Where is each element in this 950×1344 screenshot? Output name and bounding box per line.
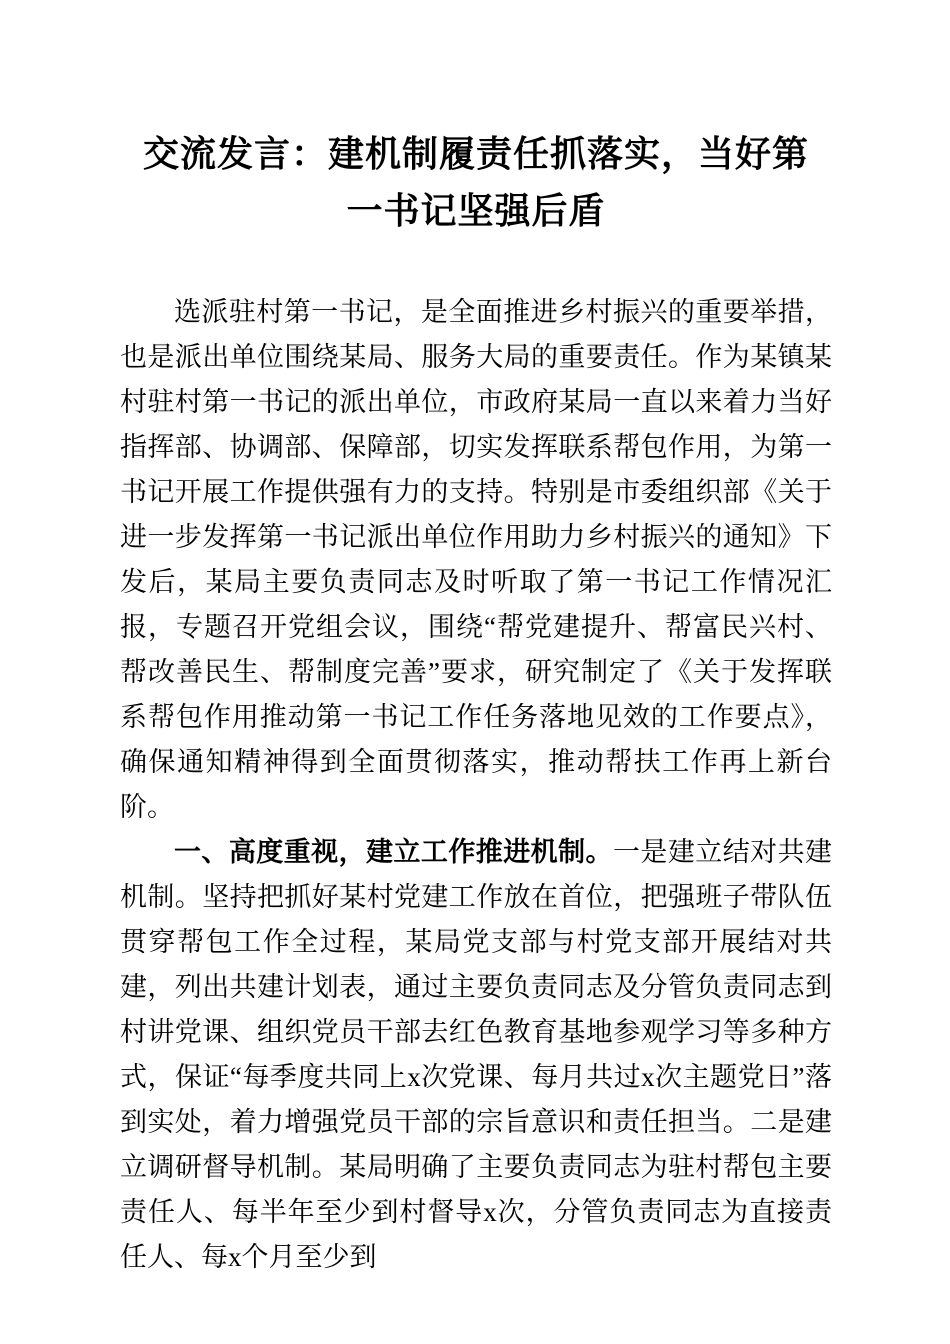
paragraph-heading-run: 一、高度重视，建立工作推进机制。 — [174, 837, 613, 867]
paragraph — [120, 830, 832, 1280]
document-title: 交流发言：建机制履责任抓落实，当好第一书记坚强后盾 — [142, 134, 809, 231]
paragraph-text-run: 选派驻村第一书记，是全面推进乡村振兴的重要举措，也是派出单位围绕某局、服务大局的重要责任。作为某镇某村驻村第一书记的派出单位，市政府某局一直以来着力当好指挥部、协调部、保障部，切实发挥联系帮包作用，为第一书记开展工作提供强有力的支持。特别是市委组织部《关于进一步发挥第一书记派出单位作用助力乡村振兴的通知》下发后，某局主要负责同志及时听取了第一书记工作情况汇报，专题召开党组会议，围绕“帮党建提升、帮富民兴村、帮改善民生、帮制度完善”要求，研究制定了《关于发挥联系帮包作用推动第一书记工作任务落地见效的工作要点》，确保通知精神得到全面贯彻落实，推动帮扶工作再上新台阶。 — [120, 297, 832, 822]
document-body — [120, 290, 832, 1280]
paragraph — [120, 290, 832, 830]
paragraph-text-run: 一是建立结对共建机制。坚持把抓好某村党建工作放在首位，把强班子带队伍贯穿帮包工作全过程，某局党支部与村党支部开展结对共建，列出共建计划表，通过主要负责同志及分管负责同志到村讲党课、组织党员干部去红色教育基地参观学习等多种方式，保证“每季度共同上x次党课、每月共过x次主题党日”落到实处，着力增强党员干部的宗旨意识和责任担当。二是建立调研督导机制。某局明确了主要负责同志为驻村帮包主要责任人、每半年至少到村督导x次，分管负责同志为直接责任人、每x个月至少到 — [120, 837, 833, 1272]
